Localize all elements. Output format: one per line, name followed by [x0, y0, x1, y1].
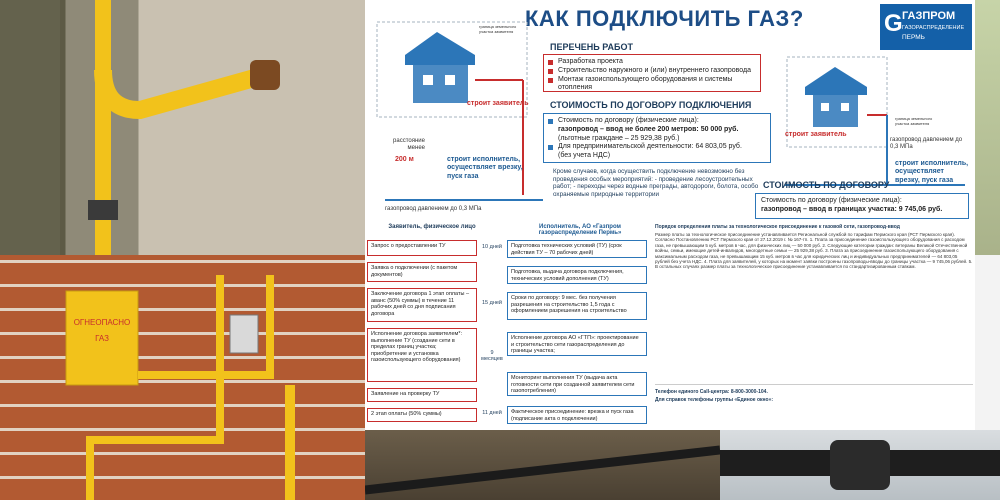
regulation-body: Размер платы за технологическое присоединение устанавливается Региональной службой по тарифам Пермского края (РСТ Пермского края). Согласно Постановлению РСТ Пермского края от 27.12.2019 г. № 167-тп. 1. Плата за присоединение газоиспользующего оборудования с расходом газа, не превышающим 5 куб. метров в час, для физических лиц — 50 000 руб. 2. Следующие категории граждан: ветераны Великой Отечественной войны, семьи, имеющие детей-инвалидов, многодетные семьи — 25 929,38 руб. 3. Плата за присоединение газоиспользующего оборудования с максимальным расходом газа, не превышающим 15 куб. метров в час для юридических лиц и индивидуальных предпринимателей — 64 803,05 рублей без учета НДС. 4. Плата для заявителей, у которых на момент заявки построены газопроводы-вводы до границы участка — 9 745,06 рублей. 5. В остальных случаях размер платы за технологическое присоединение устанавливается по стандартизированным ставкам.	[655, 232, 973, 270]
hotline-phone: Телефон единого Call-центра: 8-800-3000-104.	[655, 389, 768, 395]
right-builder-label: строит заявитель	[785, 131, 847, 138]
infographic-title: КАК ПОДКЛЮЧИТЬ ГАЗ?	[525, 6, 804, 31]
cost-line: (без учета НДС)	[558, 152, 611, 159]
gas-meter-illustration	[0, 255, 365, 500]
cost-line: (льготные граждане – 25 929,38 руб.)	[558, 134, 680, 142]
logo-city: ПЕРМЬ	[902, 34, 925, 41]
gas-connection-infographic	[365, 0, 975, 430]
logo-name: ГАЗПРОМ	[902, 10, 956, 22]
svg-text:ОГНЕОПАСНО: ОГНЕОПАСНО	[73, 318, 131, 327]
photo-pipe-fitting	[720, 430, 1000, 500]
works-item: Разработка проекта	[558, 58, 755, 67]
contract-cost-right-title: СТОИМОСТЬ ПО ДОГОВОРУ	[763, 180, 890, 190]
right-contractor-label: строит исполнитель, осуществляет врезку, пуск газа	[895, 160, 969, 184]
contract-cost-title: СТОИМОСТЬ ПО ДОГОВОРУ ПОДКЛЮЧЕНИЯ	[550, 100, 752, 110]
flow-right-step: Подготовка, выдача договора подключения, технических условий дополнения (ТУ)	[507, 266, 647, 284]
flow-left-header: Заявитель, физическое лицо	[388, 224, 476, 230]
flow-right-step: Фактическое присоединение: врезка и пуск газа (подписание акта о подключении)	[507, 406, 647, 424]
flow-left-step: Заявка о подключении (с пакетом документов)	[367, 262, 477, 282]
trench-pipe-illustration	[365, 430, 720, 500]
flow-right-step: Подготовка технических условий (ТУ) (срок действия ТУ – 70 рабочих дней)	[507, 240, 647, 258]
regulation-heading: Порядок определения платы за технологическое присоединение к газовой сети, газопровод-ввод	[655, 224, 900, 230]
flow-left-step: Заявление на проверку ТУ	[367, 388, 477, 402]
flow-left-step: Заключение договора 1 этап оплаты – аванс (50% суммы) в течение 11 рабочих дней со дня подписания договора	[367, 288, 477, 322]
flow-left-step: Запрос о предоставлении ТУ	[367, 240, 477, 256]
photo-edge-right-top	[975, 0, 1000, 255]
cost-individuals	[558, 117, 765, 143]
cost-line: газопровод – ввод не более 200 метров: 50 000 руб.	[558, 125, 739, 133]
house-left-icon	[375, 20, 545, 220]
flow-days: 9 месяцев	[481, 350, 503, 362]
house-scheme-left	[375, 20, 545, 220]
left-builder-label: строит заявитель	[467, 100, 529, 107]
works-item: Строительство наружного и (или) внутреннего газопровода	[558, 67, 755, 76]
single-window-phones: Для справок телефоны группы «Единое окно»:	[655, 397, 774, 403]
photo-trench-pipe	[365, 430, 720, 500]
special-cases-note: Кроме случаев, когда осуществить подключение невозможно без проведения особых мероприятий: - проведение лесоустроительных работ; - переходы через водные преграды, автодороги, болота, особо охраняемые природные территории	[553, 168, 759, 198]
photo-gas-meter-wall	[0, 255, 365, 500]
works-title: ПЕРЕЧЕНЬ РАБОТ	[550, 42, 633, 52]
flow-right-step: Мониторинг выполнения ТУ (выдача акта готовности сети при созданной заявителем сети газопотребления)	[507, 372, 647, 396]
flow-left-step: 2 этап оплаты (50% суммы)	[367, 408, 477, 422]
logo-subtitle: ГАЗОРАСПРЕДЕЛЕНИЕ	[902, 25, 965, 31]
photo-gas-pipe-house	[0, 0, 365, 255]
gazprom-logo	[880, 4, 972, 50]
distance-value: 200 м	[395, 156, 414, 163]
right-pipeline-label: газопровод давлением до 0,3 МПа	[890, 137, 963, 151]
flow-left-step: Исполнение договора заявителем*: выполнение ТУ (создание сети в пределах границ участка; приобретение и установка газоиспользующего оборудования)	[367, 328, 477, 382]
flow-days: 15 дней	[481, 300, 503, 306]
flow-right-step: Сроки по договору: 9 мес. без получения разрешения на строительство 1,5 года с оформлением разрешения на строительство	[507, 292, 647, 320]
contract-cost-right-panel	[755, 193, 969, 219]
gazprom-flame-icon: G	[884, 10, 903, 37]
left-border-label: граница земельного участка заявителя	[479, 24, 517, 34]
left-pipeline-label: газопровод давлением до 0,3 МПа	[385, 206, 482, 212]
svg-text:ГАЗ: ГАЗ	[95, 334, 109, 343]
cost-line: Для предпринимательской деятельности: 64 803,05 руб.	[558, 143, 742, 151]
left-contractor-label: строит исполнитель, осуществляет врезку, пуск газа	[447, 156, 523, 180]
flow-days: 10 дней	[481, 244, 503, 250]
pipe-fitting-illustration	[720, 430, 1000, 500]
flow-right-header: Исполнитель, АО «Газпром газораспределение Пермь»	[538, 224, 622, 236]
right-border-label: граница земельного участка заявителя	[895, 116, 933, 126]
works-item: Монтаж газоиспользующего оборудования и системы отопления	[558, 76, 755, 94]
works-list	[543, 54, 761, 92]
right-cost-line: газопровод – ввод в границах участка: 9 745,06 руб.	[761, 205, 943, 213]
phones-block	[655, 384, 973, 428]
contract-cost-panel	[543, 113, 771, 163]
cost-business	[558, 143, 765, 161]
distance-label: расстояние менее	[393, 138, 425, 152]
flow-right-step: Исполнение договора АО «ГТП»: проектирование и строительство сети газораспределения до границы участка;	[507, 332, 647, 356]
gas-pipe-illustration	[0, 0, 365, 255]
right-cost-line: Стоимость по договору (физические лица):	[761, 197, 902, 204]
flow-days: 11 дней	[482, 410, 502, 416]
cost-line: Стоимость по договору (физические лица):	[558, 117, 699, 124]
